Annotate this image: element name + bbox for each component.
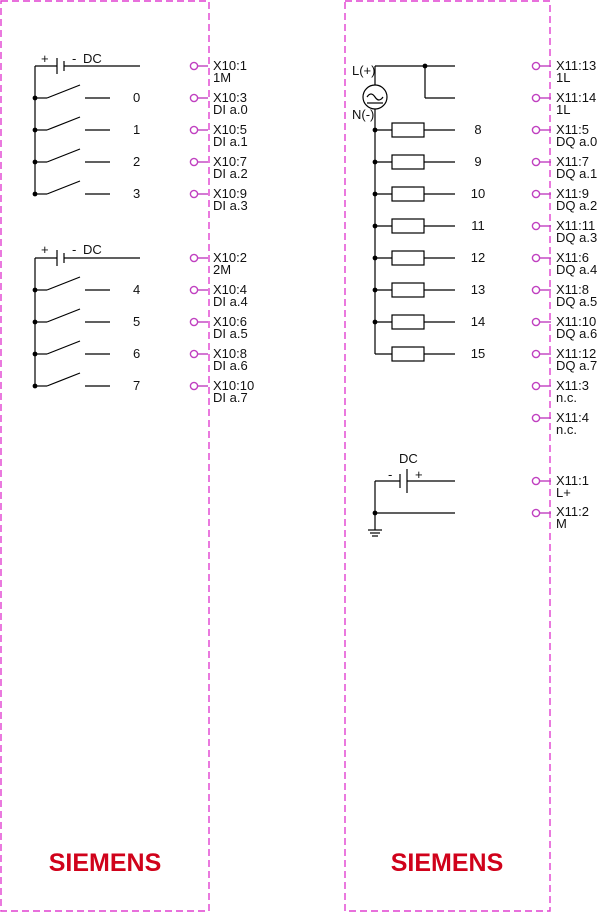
terminal-function: DI a.2 <box>213 166 248 181</box>
supply-dc-label: DC <box>83 242 102 257</box>
terminal-id: X10:5 <box>213 122 247 137</box>
terminal-function: DI a.3 <box>213 198 248 213</box>
siemens-logo: SIEMENS <box>390 849 504 877</box>
load-resistor <box>392 187 424 201</box>
input-number: 7 <box>133 378 141 393</box>
output-number: 13 <box>470 282 486 297</box>
load-resistor <box>392 315 424 329</box>
input-number: 1 <box>133 122 141 137</box>
switch-contact <box>47 309 80 322</box>
terminal-connector <box>190 286 197 293</box>
load-resistor <box>392 347 424 361</box>
terminal-id: X11:12 <box>556 346 597 361</box>
terminal-function: DI a.1 <box>213 134 248 149</box>
load-resistor <box>392 155 424 169</box>
output-number: 11 <box>471 218 485 233</box>
terminal-function: DQ a.2 <box>556 198 598 213</box>
switch-contact <box>47 117 80 130</box>
terminal-id: X11:5 <box>556 122 590 137</box>
terminal-connector <box>532 477 539 484</box>
supply-minus-label: - <box>72 242 77 257</box>
terminal-function: DQ a.7 <box>556 358 598 373</box>
output-number: 9 <box>474 154 482 169</box>
switch-contact <box>47 181 80 194</box>
terminal-function: DI a.4 <box>213 294 248 309</box>
terminal-connector <box>190 62 197 69</box>
terminal-connector <box>532 509 539 516</box>
terminal-id: X11:1 <box>556 473 590 488</box>
terminal-connector <box>532 318 539 325</box>
terminal-function: DQ a.6 <box>556 326 598 341</box>
terminal-id: X10:9 <box>213 186 247 201</box>
input-number: 0 <box>133 90 141 105</box>
terminal-function: DI a.0 <box>213 102 248 117</box>
terminal-id: X11:14 <box>556 90 597 105</box>
input-number: 5 <box>133 314 141 329</box>
terminal-function: M <box>556 516 567 531</box>
terminal-id: X10:2 <box>213 250 247 265</box>
input-number: 4 <box>133 282 141 297</box>
dc-minus-label: - <box>388 467 393 482</box>
terminal-connector <box>532 190 539 197</box>
terminal-id: X10:3 <box>213 90 247 105</box>
supply-minus-label: - <box>72 51 77 66</box>
terminal-connector <box>532 286 539 293</box>
terminal-connector <box>190 94 197 101</box>
terminal-id: X10:1 <box>213 58 247 73</box>
terminal-connector <box>532 414 539 421</box>
siemens-logo: SIEMENS <box>48 849 162 877</box>
terminal-connector <box>532 382 539 389</box>
load-resistor <box>392 251 424 265</box>
terminal-id: X10:4 <box>213 282 247 297</box>
load-resistor <box>392 219 424 233</box>
terminal-id: X11:10 <box>556 314 597 329</box>
terminal-connector <box>532 62 539 69</box>
terminal-connector <box>190 190 197 197</box>
terminal-id: X11:4 <box>556 410 590 425</box>
ac-neutral-label: N(-) <box>352 107 375 122</box>
terminal-id: X11:3 <box>556 378 590 393</box>
right-module-frame <box>345 1 550 911</box>
dc-supply-label: DC <box>399 451 418 466</box>
supply-plus-label: + <box>41 51 49 66</box>
terminal-id: X11:9 <box>556 186 590 201</box>
terminal-connector <box>532 222 539 229</box>
terminal-function: DQ a.3 <box>556 230 598 245</box>
terminal-function: L+ <box>556 485 571 500</box>
terminal-connector <box>532 350 539 357</box>
switch-contact <box>47 149 80 162</box>
output-number: 10 <box>470 186 486 201</box>
terminal-id: X11:7 <box>556 154 590 169</box>
terminal-id: X11:8 <box>556 282 590 297</box>
terminal-id: X10:8 <box>213 346 247 361</box>
terminal-id: X11:6 <box>556 250 590 265</box>
output-number: 14 <box>470 314 486 329</box>
output-number: 12 <box>470 250 486 265</box>
terminal-connector <box>190 126 197 133</box>
input-number: 3 <box>133 186 141 201</box>
terminal-id: X11:13 <box>556 58 597 73</box>
terminal-connector <box>190 350 197 357</box>
terminal-function: DI a.6 <box>213 358 248 373</box>
switch-contact <box>47 85 80 98</box>
terminal-connector <box>190 158 197 165</box>
terminal-function: DQ a.5 <box>556 294 598 309</box>
right-module-wiring <box>363 62 551 536</box>
ac-line-label: L(+) <box>352 63 376 78</box>
terminal-connector <box>532 254 539 261</box>
output-number: 15 <box>470 346 486 361</box>
load-resistor <box>392 123 424 137</box>
switch-contact <box>47 277 80 290</box>
terminal-function: 2M <box>213 262 232 277</box>
terminal-function: 1L <box>556 70 571 85</box>
terminal-id: X10:10 <box>213 378 255 393</box>
terminal-function: n.c. <box>556 422 577 437</box>
terminal-connector <box>532 126 539 133</box>
supply-dc-label: DC <box>83 51 102 66</box>
dc-plus-label: + <box>415 467 423 482</box>
terminal-connector <box>190 382 197 389</box>
supply-plus-label: + <box>41 242 49 257</box>
output-number: 8 <box>474 122 482 137</box>
input-number: 2 <box>133 154 141 169</box>
terminal-function: DQ a.1 <box>556 166 598 181</box>
input-number: 6 <box>133 346 141 361</box>
terminal-function: DQ a.0 <box>556 134 598 149</box>
terminal-function: DQ a.4 <box>556 262 598 277</box>
terminal-id: X10:7 <box>213 154 247 169</box>
switch-contact <box>47 373 80 386</box>
terminal-connector <box>532 158 539 165</box>
terminal-id: X11:2 <box>556 504 590 519</box>
terminal-connector <box>190 318 197 325</box>
terminal-function: n.c. <box>556 390 577 405</box>
terminal-function: 1L <box>556 102 571 117</box>
terminal-connector <box>190 254 197 261</box>
load-resistor <box>392 283 424 297</box>
left-module-wiring <box>33 58 208 390</box>
terminal-function: DI a.5 <box>213 326 248 341</box>
left-module-frame <box>1 1 209 911</box>
switch-contact <box>47 341 80 354</box>
terminal-id: X11:11 <box>556 218 596 233</box>
terminal-function: DI a.7 <box>213 390 248 405</box>
terminal-id: X10:6 <box>213 314 247 329</box>
terminal-connector <box>532 94 539 101</box>
terminal-function: 1M <box>213 70 232 85</box>
